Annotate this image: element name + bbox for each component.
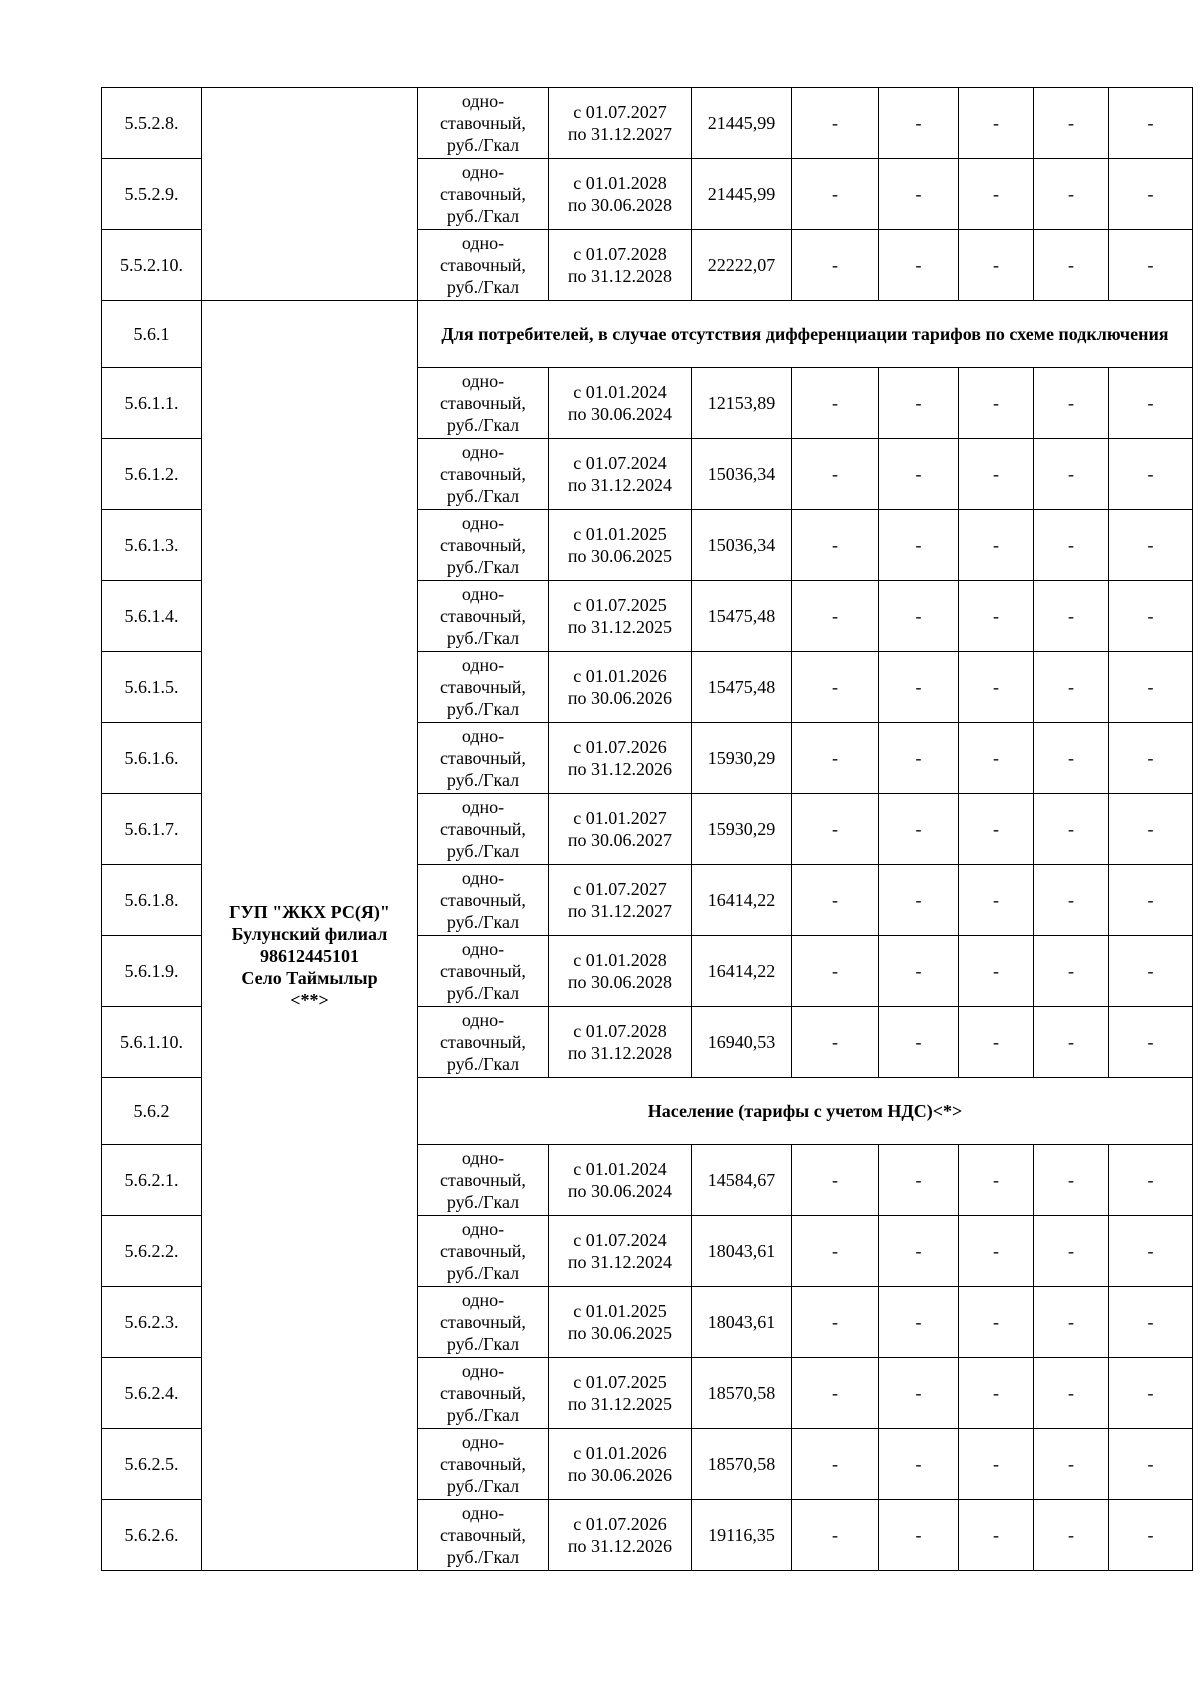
organization-cell-empty [202,88,418,301]
dash-cell: - [879,1145,959,1216]
dash-cell: - [1109,581,1193,652]
dash-cell: - [959,794,1034,865]
tariff-value-cell: 21445,99 [692,159,792,230]
period-cell [549,865,692,936]
rate-type-text: руб./Гкал [446,1334,520,1354]
period-from: с 01.07.2024 [573,453,667,473]
row-number-cell: 5.6.2.2. [102,1216,202,1287]
period-cell [549,1007,692,1078]
period-cell [549,1500,692,1571]
tariff-value-cell: 15475,48 [692,581,792,652]
section-number-cell: 5.6.1 [102,301,202,368]
rate-type-text: ставочный, [440,1525,526,1545]
rate-type-cell [418,510,549,581]
row-number-cell: 5.6.1.1. [102,368,202,439]
period-cell [549,936,692,1007]
dash-cell: - [792,510,879,581]
dash-cell: - [1034,794,1109,865]
organization-code: 98612445101 [260,945,359,966]
rate-type-text: руб./Гкал [446,135,520,155]
dash-cell: - [959,159,1034,230]
dash-cell: - [1034,230,1109,301]
period-from: с 01.01.2028 [573,173,667,193]
tariff-value-cell: 15036,34 [692,439,792,510]
dash-cell: - [1034,1216,1109,1287]
rate-type-cell [418,1145,549,1216]
period-from: с 01.01.2025 [573,1301,667,1321]
rate-type-text: ставочный, [440,393,526,413]
dash-cell: - [959,936,1034,1007]
dash-cell: - [1109,1007,1193,1078]
rate-type-text: ставочный, [440,255,526,275]
period-to: по 31.12.2027 [567,124,673,144]
rate-type-cell [418,936,549,1007]
dash-cell: - [792,1007,879,1078]
dash-cell: - [879,794,959,865]
rate-type-text: руб./Гкал [446,770,520,790]
rate-type-cell [418,88,549,159]
period-to: по 30.06.2028 [567,195,673,215]
period-from: с 01.01.2027 [573,808,667,828]
dash-cell: - [1109,865,1193,936]
dash-cell: - [792,230,879,301]
dash-cell: - [1109,1500,1193,1571]
dash-cell: - [879,230,959,301]
dash-cell: - [1109,88,1193,159]
tariff-value-cell: 19116,35 [692,1500,792,1571]
rate-type-cell [418,723,549,794]
period-cell [549,1145,692,1216]
period-cell [549,1287,692,1358]
rate-type-text: ставочный, [440,1312,526,1332]
dash-cell: - [959,368,1034,439]
row-number-cell: 5.6.2.6. [102,1500,202,1571]
rate-type-cell [418,1500,549,1571]
dash-cell: - [879,723,959,794]
row-number-cell: 5.6.2.3. [102,1287,202,1358]
dash-cell: - [879,1216,959,1287]
period-from: с 01.07.2027 [573,102,667,122]
dash-cell: - [959,230,1034,301]
dash-cell: - [1034,865,1109,936]
dash-cell: - [1109,1358,1193,1429]
period-cell [549,439,692,510]
rate-type-cell [418,1358,549,1429]
rate-type-cell [418,1429,549,1500]
tariff-value-cell: 15036,34 [692,510,792,581]
rate-type-text: руб./Гкал [446,628,520,648]
row-number-cell: 5.6.1.3. [102,510,202,581]
rate-type-cell [418,230,549,301]
row-number-cell: 5.6.2.1. [102,1145,202,1216]
organization-cell [202,301,418,1571]
period-to: по 31.12.2024 [567,1252,673,1272]
dash-cell: - [1034,936,1109,1007]
dash-cell: - [879,936,959,1007]
rate-type-text: руб./Гкал [446,699,520,719]
dash-cell: - [1109,510,1193,581]
dash-cell: - [879,1429,959,1500]
dash-cell: - [879,581,959,652]
rate-type-text: ставочный, [440,464,526,484]
organization-note: <**> [290,989,329,1010]
dash-cell: - [959,1429,1034,1500]
rate-type-text: ставочный, [440,1241,526,1261]
rate-type-cell [418,368,549,439]
rate-type-text: одно- [461,233,505,253]
rate-type-text: руб./Гкал [446,1192,520,1212]
period-to: по 30.06.2026 [567,1465,673,1485]
row-number-cell: 5.6.1.4. [102,581,202,652]
row-number-cell: 5.6.2.5. [102,1429,202,1500]
rate-type-text: одно- [461,1361,505,1381]
rate-type-text: ставочный, [440,961,526,981]
period-from: с 01.07.2026 [573,1514,667,1534]
organization-branch: Булунский филиал [231,923,388,944]
period-cell [549,581,692,652]
period-to: по 31.12.2024 [567,475,673,495]
rate-type-text: одно- [461,1290,505,1310]
tariff-value-cell: 15930,29 [692,723,792,794]
dash-cell: - [792,88,879,159]
dash-cell: - [1109,1216,1193,1287]
dash-cell: - [879,439,959,510]
dash-cell: - [1109,1145,1193,1216]
period-cell [549,159,692,230]
row-number-cell: 5.6.1.10. [102,1007,202,1078]
dash-cell: - [1034,510,1109,581]
rate-type-text: ставочный, [440,890,526,910]
dash-cell: - [1109,723,1193,794]
dash-cell: - [1034,1429,1109,1500]
period-from: с 01.01.2025 [573,524,667,544]
rate-type-text: одно- [461,1503,505,1523]
dash-cell: - [959,1287,1034,1358]
dash-cell: - [792,581,879,652]
period-from: с 01.01.2024 [573,1159,667,1179]
dash-cell: - [792,936,879,1007]
rate-type-text: одно- [461,655,505,675]
period-cell [549,510,692,581]
rate-type-text: руб./Гкал [446,557,520,577]
dash-cell: - [792,865,879,936]
period-from: с 01.07.2027 [573,879,667,899]
period-cell [549,88,692,159]
dash-cell: - [792,794,879,865]
dash-cell: - [959,1358,1034,1429]
rate-type-text: ставочный, [440,1170,526,1190]
rate-type-text: одно- [461,939,505,959]
dash-cell: - [959,1145,1034,1216]
dash-cell: - [1109,936,1193,1007]
period-cell [549,652,692,723]
period-from: с 01.07.2024 [573,1230,667,1250]
period-from: с 01.01.2026 [573,666,667,686]
dash-cell: - [879,159,959,230]
period-to: по 30.06.2025 [567,546,673,566]
dash-cell: - [959,652,1034,723]
dash-cell: - [879,368,959,439]
rate-type-text: одно- [461,726,505,746]
rate-type-text: ставочный, [440,677,526,697]
dash-cell: - [1034,1358,1109,1429]
tariff-table [101,87,1193,1571]
row-number-cell: 5.5.2.10. [102,230,202,301]
period-to: по 30.06.2027 [567,830,673,850]
rate-type-cell [418,581,549,652]
dash-cell: - [792,1358,879,1429]
dash-cell: - [1034,1007,1109,1078]
dash-cell: - [959,1500,1034,1571]
dash-cell: - [879,1287,959,1358]
rate-type-cell [418,439,549,510]
dash-cell: - [1109,652,1193,723]
period-from: с 01.07.2026 [573,737,667,757]
tariff-value-cell: 16414,22 [692,936,792,1007]
rate-type-text: одно- [461,1432,505,1452]
period-from: с 01.07.2028 [573,1021,667,1041]
period-to: по 31.12.2026 [567,1536,673,1556]
period-to: по 30.06.2025 [567,1323,673,1343]
rate-type-cell [418,794,549,865]
rate-type-text: руб./Гкал [446,277,520,297]
period-cell [549,1429,692,1500]
tariff-value-cell: 18570,58 [692,1429,792,1500]
rate-type-text: одно- [461,162,505,182]
rate-type-text: ставочный, [440,184,526,204]
period-cell [549,723,692,794]
rate-type-text: одно- [461,1010,505,1030]
rate-type-text: руб./Гкал [446,1476,520,1496]
rate-type-text: одно- [461,1148,505,1168]
period-from: с 01.07.2025 [573,1372,667,1392]
dash-cell: - [959,439,1034,510]
rate-type-text: руб./Гкал [446,912,520,932]
row-number-cell: 5.5.2.9. [102,159,202,230]
dash-cell: - [792,1500,879,1571]
tariff-value-cell: 14584,67 [692,1145,792,1216]
dash-cell: - [959,723,1034,794]
dash-cell: - [1034,439,1109,510]
rate-type-text: ставочный, [440,1032,526,1052]
dash-cell: - [792,368,879,439]
rate-type-text: одно- [461,513,505,533]
dash-cell: - [1034,88,1109,159]
rate-type-text: ставочный, [440,606,526,626]
dash-cell: - [792,159,879,230]
row-number-cell: 5.6.1.7. [102,794,202,865]
row-number-cell: 5.5.2.8. [102,88,202,159]
period-cell [549,794,692,865]
organization-name: ГУП "ЖКХ РС(Я)" [229,901,390,922]
dash-cell: - [1034,1145,1109,1216]
dash-cell: - [792,1429,879,1500]
dash-cell: - [792,723,879,794]
period-to: по 31.12.2028 [567,266,673,286]
period-to: по 30.06.2024 [567,404,673,424]
rate-type-text: одно- [461,442,505,462]
tariff-value-cell: 16940,53 [692,1007,792,1078]
rate-type-text: ставочный, [440,748,526,768]
row-number-cell: 5.6.1.6. [102,723,202,794]
rate-type-cell [418,159,549,230]
dash-cell: - [879,1358,959,1429]
rate-type-text: одно- [461,1219,505,1239]
period-cell [549,1358,692,1429]
tariff-value-cell: 15475,48 [692,652,792,723]
dash-cell: - [1109,439,1193,510]
period-cell [549,368,692,439]
dash-cell: - [792,1287,879,1358]
dash-cell: - [879,88,959,159]
row-number-cell: 5.6.1.9. [102,936,202,1007]
tariff-value-cell: 18043,61 [692,1216,792,1287]
period-to: по 31.12.2025 [567,617,673,637]
tariff-value-cell: 16414,22 [692,865,792,936]
section-title-cell: Население (тарифы с учетом НДС)<*> [418,1078,1193,1145]
rate-type-text: ставочный, [440,1454,526,1474]
dash-cell: - [1034,1287,1109,1358]
row-number-cell: 5.6.1.5. [102,652,202,723]
dash-cell: - [1109,794,1193,865]
rate-type-cell [418,1216,549,1287]
rate-type-cell [418,865,549,936]
rate-type-text: руб./Гкал [446,983,520,1003]
dash-cell: - [1034,652,1109,723]
dash-cell: - [879,865,959,936]
period-from: с 01.07.2025 [573,595,667,615]
dash-cell: - [959,88,1034,159]
tariff-value-cell: 18043,61 [692,1287,792,1358]
rate-type-text: ставочный, [440,819,526,839]
tariff-value-cell: 21445,99 [692,88,792,159]
period-to: по 30.06.2028 [567,972,673,992]
dash-cell: - [1109,230,1193,301]
dash-cell: - [879,510,959,581]
tariff-value-cell: 12153,89 [692,368,792,439]
section-number-cell: 5.6.2 [102,1078,202,1145]
rate-type-text: руб./Гкал [446,486,520,506]
dash-cell: - [1109,368,1193,439]
rate-type-text: одно- [461,584,505,604]
tariff-value-cell: 15930,29 [692,794,792,865]
dash-cell: - [959,510,1034,581]
rate-type-text: одно- [461,868,505,888]
period-from: с 01.01.2024 [573,382,667,402]
dash-cell: - [879,652,959,723]
dash-cell: - [879,1007,959,1078]
row-number-cell: 5.6.1.8. [102,865,202,936]
table-row [102,88,1193,159]
rate-type-text: ставочный, [440,535,526,555]
rate-type-text: одно- [461,91,505,111]
section-row [102,301,1193,368]
section-title-cell: Для потребителей, в случае отсутствия дифференциации тарифов по схеме подключения [418,301,1193,368]
dash-cell: - [1109,1287,1193,1358]
tariff-value-cell: 22222,07 [692,230,792,301]
dash-cell: - [1109,159,1193,230]
period-to: по 31.12.2028 [567,1043,673,1063]
rate-type-cell [418,652,549,723]
rate-type-text: руб./Гкал [446,415,520,435]
dash-cell: - [959,581,1034,652]
dash-cell: - [959,1007,1034,1078]
rate-type-text: одно- [461,797,505,817]
dash-cell: - [1034,368,1109,439]
dash-cell: - [792,652,879,723]
rate-type-text: ставочный, [440,1383,526,1403]
dash-cell: - [1034,1500,1109,1571]
period-from: с 01.07.2028 [573,244,667,264]
row-number-cell: 5.6.2.4. [102,1358,202,1429]
dash-cell: - [792,1216,879,1287]
rate-type-cell [418,1007,549,1078]
row-number-cell: 5.6.1.2. [102,439,202,510]
dash-cell: - [879,1500,959,1571]
rate-type-text: ставочный, [440,113,526,133]
rate-type-text: руб./Гкал [446,1263,520,1283]
period-cell [549,230,692,301]
period-to: по 30.06.2024 [567,1181,673,1201]
period-to: по 31.12.2027 [567,901,673,921]
period-to: по 31.12.2025 [567,1394,673,1414]
rate-type-text: одно- [461,371,505,391]
period-from: с 01.01.2026 [573,1443,667,1463]
dash-cell: - [959,865,1034,936]
dash-cell: - [792,1145,879,1216]
period-cell [549,1216,692,1287]
rate-type-text: руб./Гкал [446,1405,520,1425]
rate-type-text: руб./Гкал [446,1547,520,1567]
rate-type-text: руб./Гкал [446,206,520,226]
period-from: с 01.01.2028 [573,950,667,970]
tariff-value-cell: 18570,58 [692,1358,792,1429]
organization-locality: Село Таймылыр [241,967,378,988]
rate-type-text: руб./Гкал [446,841,520,861]
dash-cell: - [959,1216,1034,1287]
rate-type-cell [418,1287,549,1358]
dash-cell: - [1034,723,1109,794]
dash-cell: - [1034,581,1109,652]
dash-cell: - [1109,1429,1193,1500]
period-to: по 31.12.2026 [567,759,673,779]
period-to: по 30.06.2026 [567,688,673,708]
rate-type-text: руб./Гкал [446,1054,520,1074]
dash-cell: - [1034,159,1109,230]
dash-cell: - [792,439,879,510]
